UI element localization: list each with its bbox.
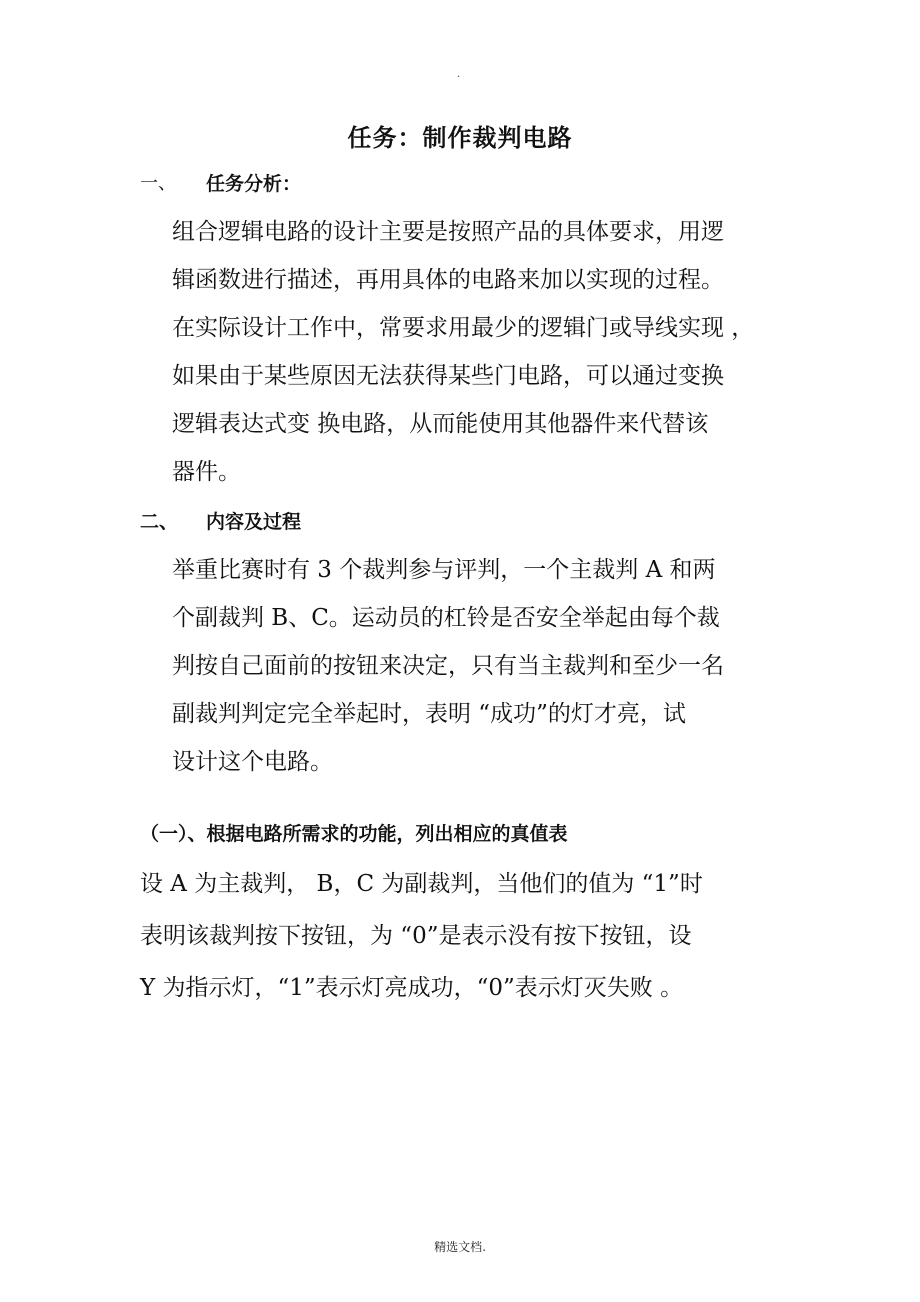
paragraph-line: 副裁判判定完全举起时，表明 “成功”的灯才亮，试 [172, 701, 686, 727]
paragraph-line: 辑函数进行描述，再用具体的电路来加以实现的过程。 [172, 267, 724, 293]
paragraph-line: Y 为指示灯，“1”表示灯亮成功，“0”表示灯灭失败 。 [140, 975, 684, 1001]
paragraph-line: 组合逻辑电路的设计主要是按照产品的具体要求，用逻 [172, 219, 724, 245]
section2-body [172, 546, 812, 786]
section1-title: 任务分析： [206, 173, 302, 195]
paragraph-line: 在实际设计工作中，常要求用最少的逻辑门或导线实现 ， [172, 315, 755, 341]
header-mark: . [457, 66, 460, 80]
subsection-heading: （一）、根据电路所需求的功能，列出相应的真值表 [140, 823, 568, 845]
section2-title: 内容及过程 [206, 511, 302, 533]
section2-number: 二、 [140, 511, 179, 533]
section2-heading [140, 508, 740, 536]
paragraph-line: 个副裁判 B、C。运动员的杠铃是否安全举起由每个裁 [172, 605, 720, 631]
paragraph-line: 表明该裁判按下按钮，为 “0”是表示没有按下按钮，设 [140, 923, 692, 949]
paragraph-line: 判按自己面前的按钮来决定，只有当主裁判和至少一名 [172, 653, 724, 679]
section1-heading [140, 170, 740, 198]
paragraph-line: 举重比赛时有 3 个裁判参与评判，一个主裁判 A 和两 [172, 557, 716, 583]
subsection-body [140, 858, 820, 1014]
paragraph-line: 逻辑表达式变 换电路，从而能使用其他器件来代替该 [172, 411, 709, 437]
paragraph-line: 如果由于某些原因无法获得某些门电路，可以通过变换 [172, 363, 724, 389]
section1-number: 一、 [140, 173, 176, 194]
page-footer: 精选文档. [434, 1240, 486, 1254]
paragraph-line: 设 A 为主裁判， B，C 为副裁判，当他们的值为 “1”时 [140, 871, 703, 897]
paragraph-line: 器件。 [172, 459, 241, 485]
section1-body [172, 208, 812, 496]
page-title: 任务：制作裁判电路 [347, 124, 573, 152]
paragraph-line: 设计这个电路。 [172, 749, 333, 775]
